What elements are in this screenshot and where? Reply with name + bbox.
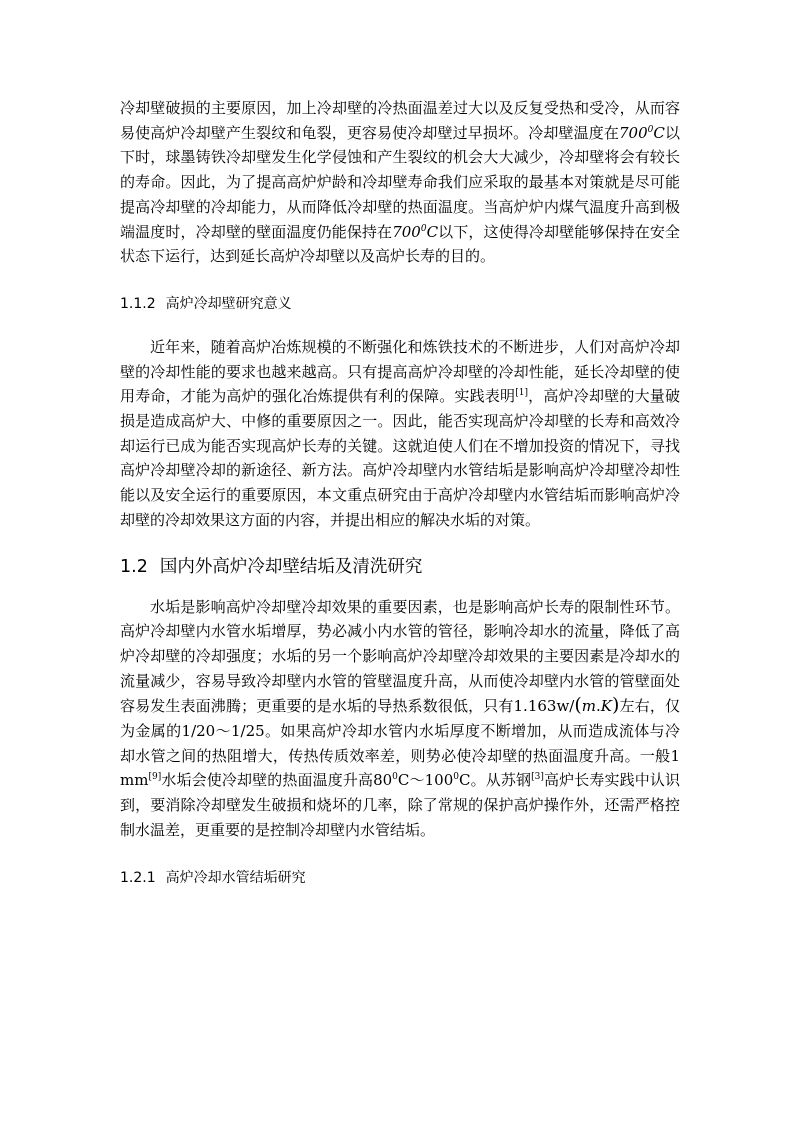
text-run: 以下时，球墨铸铁冷却壁发生化学侵蚀和产生裂纹的机会大大减少，冷却壁将会有较长的寿命。因此，为了提高高炉炉龄和冷却壁寿命我们应采取的最基本对策就是尽可能提高冷却壁的冷却能力，从而降低冷却壁的热面温度。当高炉炉内煤气温度升高到极端温度时，冷却壁的壁面温度仍能保持在 — [120, 123, 680, 241]
paragraph-cooling-stave-damage — [120, 96, 680, 269]
text-run: 左右，仅为金属的1/20～1/25。如果高炉冷却水管内水垢厚度不断增加，从而造成流体与冷却水管之间的热阻增大，传热传质效率差，则势必使冷却壁的热面温度升高。一般1mm — [120, 697, 680, 790]
citation-ref: [3] — [531, 772, 544, 783]
section-title: 国内外高炉冷却壁结垢及清洗研究 — [159, 556, 423, 577]
section-title: 高炉冷却壁研究意义 — [165, 295, 292, 312]
temperature-value: $700^0C$ — [392, 222, 439, 241]
citation-ref: [9] — [148, 772, 162, 783]
conductivity-value: 1.163w/(m.K) — [513, 694, 620, 717]
text-run: 高炉长寿实践中认识到，要消除冷却壁发生破损和烧坏的几率，除了常规的保护高炉操作外，还需严格控制水温差，更重要的是控制冷却壁内水管结垢。 — [120, 771, 680, 839]
text-run: 以下，这使得冷却壁能够保持在安全状态下运行，达到延长高炉冷却壁以及高炉长寿的目的。 — [120, 222, 680, 266]
paragraph-research-significance — [120, 335, 680, 533]
text-run: ，高炉冷却壁的大量破损是造成高炉大、中修的重要原因之一。因此，能否实现高炉冷却壁的长寿和高效冷却运行已成为能否实现高炉长寿的关键。这就迫使人们在不增加投资的情况下，寻找高炉冷却壁冷却的新途径、新方法。高炉冷却壁内水管结垢是影响高炉冷却壁冷却性能以及安全运行的重要原因，本文重点研究由于高炉冷却壁内水管结垢而影响高炉冷却壁的冷却效果这方面的内容，并提出相应的解决水垢的对策。 — [120, 387, 680, 529]
section-heading-1-2-1 — [120, 868, 680, 888]
text-run: C～100 — [397, 771, 454, 790]
temperature-value: $700^0C$ — [619, 123, 665, 142]
paragraph-scaling-research — [120, 595, 680, 843]
degree-mark: 0 — [392, 772, 398, 783]
text-run: C。从苏钢 — [459, 771, 532, 790]
page-content — [120, 96, 680, 888]
text-run: 水垢会使冷却壁的热面温度升高80 — [161, 771, 393, 790]
section-number: 1.2.1 — [120, 869, 156, 886]
citation-ref: [1] — [515, 388, 528, 399]
section-title: 高炉冷却水管结垢研究 — [165, 869, 306, 886]
section-number: 1.2 — [120, 556, 148, 577]
degree-mark: 0 — [453, 772, 459, 783]
section-heading-1-1-2 — [120, 294, 680, 314]
section-number: 1.1.2 — [120, 295, 156, 312]
text-run: 水垢是影响高炉冷却壁冷却效果的重要因素，也是影响高炉长寿的限制性环节。高炉冷却壁内水管水垢增厚，势必减小内水管的管径，影响冷却水的流量，降低了高炉冷却壁的冷却强度；水垢的另一个影响高炉冷却壁冷却效果的主要因素是冷却水的流量减少，容易导致冷却壁内水管的管壁温度升高，从而使冷却壁内水管的管壁面处容易发生表面沸腾；更重要的是水垢的导热系数很低，只有 — [120, 597, 680, 716]
section-heading-1-2 — [120, 555, 680, 579]
text-run: 近年来，随着高炉冶炼规模的不断强化和炼铁技术的不断进步，人们对高炉冷却壁的冷却性能的要求也越来越高。只有提高高炉冷却壁的冷却性能，延长冷却壁的使用寿命，才能为高炉的强化冶炼提供有利的保障。实践表明 — [120, 337, 680, 406]
text-run: 冷却壁破损的主要原因，加上冷却壁的冷热面温差过大以及反复受热和受冷，从而容易使高炉冷却壁产生裂纹和龟裂，更容易使冷却壁过早损坏。冷却壁温度在 — [120, 99, 680, 142]
